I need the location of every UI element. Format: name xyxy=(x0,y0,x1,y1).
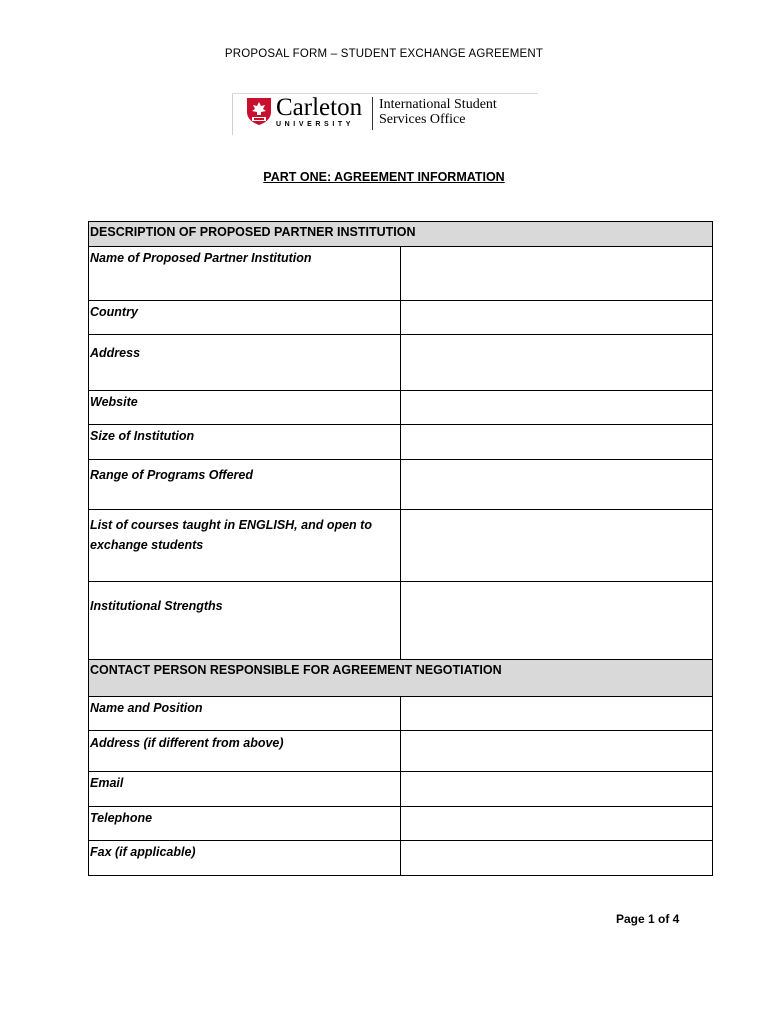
table-row xyxy=(89,807,713,841)
table-row xyxy=(89,460,713,510)
part-title: PART ONE: AGREEMENT INFORMATION xyxy=(263,170,505,184)
field-label: Range of Programs Offered xyxy=(89,460,401,510)
telephone-field[interactable] xyxy=(401,807,713,841)
table-heading: CONTACT PERSON RESPONSIBLE FOR AGREEMENT NEGOTIATION xyxy=(89,660,713,697)
logo-office xyxy=(379,97,497,127)
strengths-field[interactable] xyxy=(401,582,713,662)
field-label: Email xyxy=(89,772,401,807)
contact-table xyxy=(88,659,713,876)
table-row xyxy=(89,425,713,460)
field-label: Address xyxy=(89,335,401,391)
table-row xyxy=(89,582,713,662)
email-field[interactable] xyxy=(401,772,713,807)
field-label: Fax (if applicable) xyxy=(89,841,401,876)
table-heading: DESCRIPTION OF PROPOSED PARTNER INSTITUTION xyxy=(89,222,713,247)
field-label: Country xyxy=(89,301,401,335)
carleton-logo xyxy=(232,93,538,135)
logo-wordmark xyxy=(276,94,362,128)
programs-field[interactable] xyxy=(401,460,713,510)
field-label: List of courses taught in ENGLISH, and open to exchange students xyxy=(89,510,401,582)
english-courses-field[interactable] xyxy=(401,510,713,582)
field-label: Name of Proposed Partner Institution xyxy=(89,247,401,301)
size-field[interactable] xyxy=(401,425,713,460)
website-field[interactable] xyxy=(401,391,713,425)
name-position-field[interactable] xyxy=(401,697,713,731)
field-label: Size of Institution xyxy=(89,425,401,460)
table-row xyxy=(89,335,713,391)
table-row xyxy=(89,841,713,876)
institution-table xyxy=(88,221,713,662)
table-row xyxy=(89,772,713,807)
logo-university: UNIVERSITY xyxy=(276,121,355,128)
address-field[interactable] xyxy=(401,335,713,391)
table-row xyxy=(89,697,713,731)
office-line-2: Services Office xyxy=(379,112,466,127)
table-heading-row xyxy=(89,660,713,697)
page-number: Page 1 of 4 xyxy=(616,912,680,926)
logo-name: Carleton xyxy=(276,94,363,121)
field-label: Telephone xyxy=(89,807,401,841)
shield-icon xyxy=(246,96,272,126)
fax-field[interactable] xyxy=(401,841,713,876)
table-row xyxy=(89,247,713,301)
table-heading-row xyxy=(89,222,713,247)
contact-address-field[interactable] xyxy=(401,731,713,772)
office-line-1: International Student xyxy=(379,97,497,112)
table-row xyxy=(89,391,713,425)
country-field[interactable] xyxy=(401,301,713,335)
table-row xyxy=(89,731,713,772)
field-label: Website xyxy=(89,391,401,425)
field-label: Institutional Strengths xyxy=(89,582,401,662)
logo-frame xyxy=(232,93,233,135)
field-label: Name and Position xyxy=(89,697,401,731)
document-header: PROPOSAL FORM – STUDENT EXCHANGE AGREEMENT xyxy=(224,48,544,60)
table-row xyxy=(89,301,713,335)
logo-divider xyxy=(372,97,373,130)
institution-name-field[interactable] xyxy=(401,247,713,301)
field-label: Address (if different from above) xyxy=(89,731,401,772)
table-row xyxy=(89,510,713,582)
